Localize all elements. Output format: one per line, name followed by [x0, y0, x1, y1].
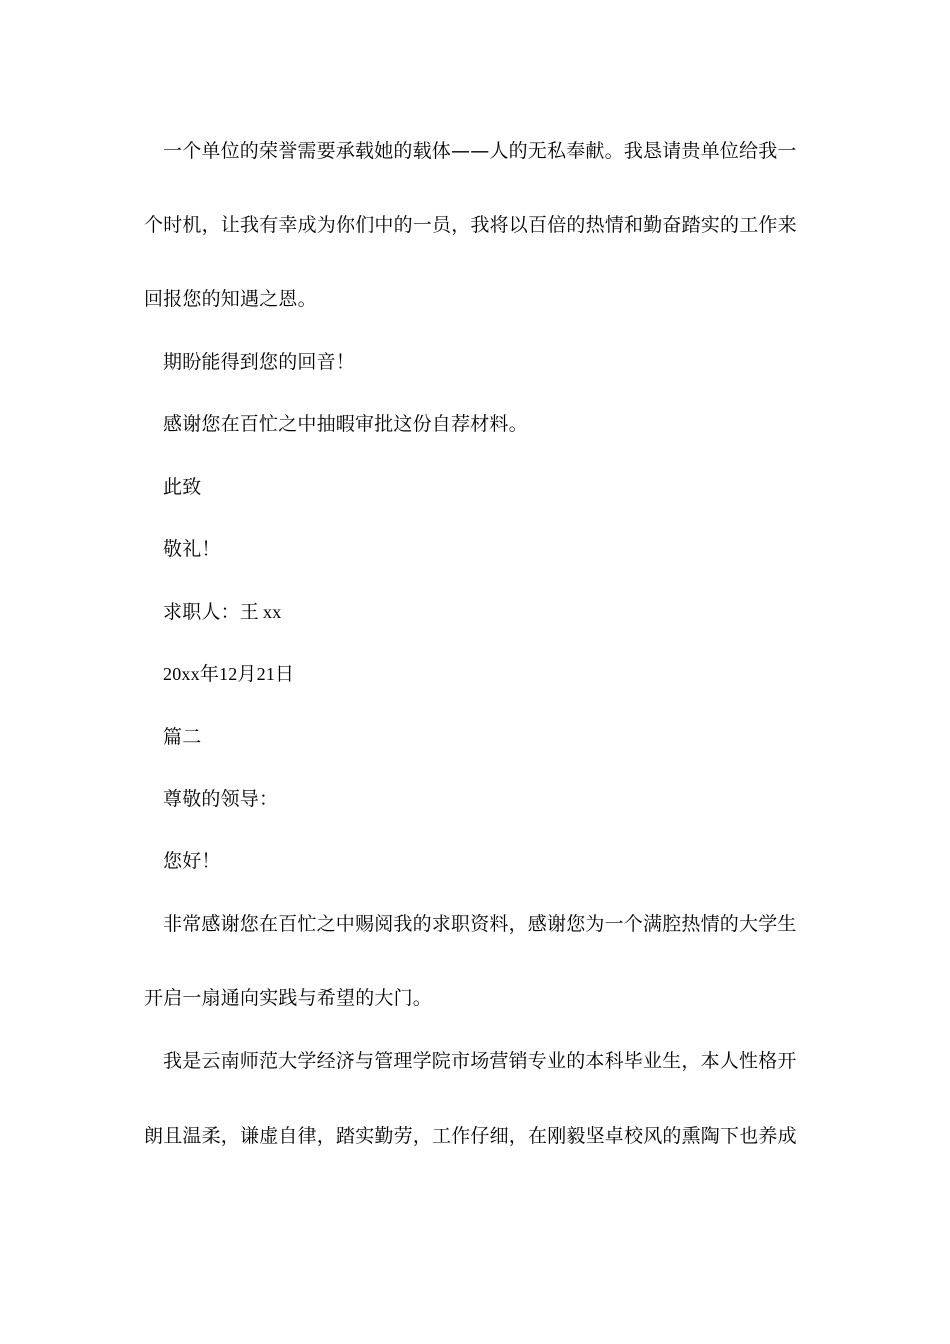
paragraph-line: 个时机，让我有幸成为你们中的一员，我将以百倍的热情和勤奋踏实的工作来 — [144, 214, 797, 236]
closing-salute: 敬礼！ — [163, 538, 221, 560]
date-day: 21 — [256, 664, 276, 684]
section-heading: 篇二 — [163, 726, 202, 748]
paragraph: 期盼能得到您的回音！ — [163, 351, 356, 373]
paragraph-line: 我是云南师范大学经济与管理学院市场营销专业的本科毕业生，本人性格开 — [163, 1050, 797, 1072]
paragraph-line: 非常感谢您在百忙之中赐阅我的求职资料，感谢您为一个满腔热情的大学生 — [163, 913, 797, 935]
greeting: 您好！ — [163, 850, 221, 872]
paragraph: 感谢您在百忙之中抽暇审批这份自荐材料。 — [163, 413, 528, 435]
paragraph-line: 回报您的知遇之恩。 — [144, 288, 317, 310]
date-year-unit: 年 — [199, 663, 220, 685]
signature — [163, 600, 823, 624]
date-month: 12 — [219, 664, 238, 684]
closing-line: 此致 — [163, 476, 202, 498]
paragraph-line: 一个单位的荣誉需要承载她的载体——人的无私奉献。我恳请贵单位给我一 — [163, 140, 797, 162]
date-year: 20xx — [163, 664, 200, 684]
date — [163, 662, 823, 686]
salutation: 尊敬的领导： — [163, 788, 279, 810]
paragraph-line: 朗且温柔，谦虚自律，踏实勤劳，工作仔细，在刚毅坚卓校风的熏陶下也养成 — [144, 1125, 797, 1147]
date-month-unit: 月 — [237, 663, 257, 685]
date-day-unit: 日 — [275, 663, 295, 685]
signature-name: xx — [263, 602, 282, 622]
signature-label: 求职人：王 — [163, 601, 260, 623]
paragraph-line: 开启一扇通向实践与希望的大门。 — [144, 987, 433, 1009]
